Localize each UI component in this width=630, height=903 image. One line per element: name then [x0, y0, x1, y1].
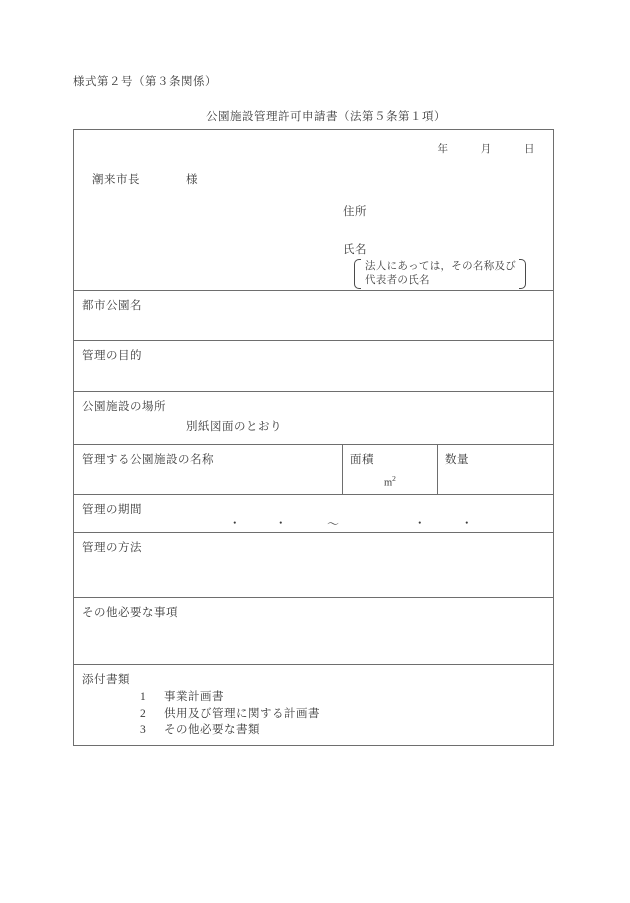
form-code: 様式第２号（第３条関係） — [73, 76, 217, 88]
label-attachments: 添付書類 — [82, 674, 130, 686]
addressee-recipient: 潮来市長 — [92, 174, 140, 186]
period-mark-2: ・ — [275, 518, 287, 530]
application-form-table — [73, 129, 554, 746]
applicant-address-label: 住所 — [343, 206, 367, 218]
period-mark-3: ・ — [414, 518, 426, 530]
addressee — [92, 171, 198, 187]
addressee-honorific: 様 — [186, 174, 198, 186]
date-line — [438, 141, 536, 156]
label-purpose: 管理の目的 — [82, 350, 142, 362]
row-period — [74, 495, 553, 533]
attachment-text: 供用及び管理に関する計画書 — [164, 707, 320, 720]
applicant-block — [343, 203, 526, 289]
label-period: 管理の期間 — [82, 504, 142, 516]
row-facility — [74, 445, 553, 495]
attachment-list — [140, 689, 320, 739]
date-month: 月 — [480, 144, 492, 155]
label-park-name: 都市公園名 — [82, 300, 142, 312]
column-divider-1 — [342, 445, 343, 494]
label-location: 公園施設の場所 — [82, 401, 166, 413]
label-method: 管理の方法 — [82, 542, 142, 554]
period-marks — [74, 515, 553, 531]
date-day: 日 — [524, 144, 535, 155]
list-item — [140, 722, 320, 739]
attachment-text: 事業計画書 — [164, 691, 224, 703]
label-area: 面積 — [350, 454, 374, 466]
period-range-tilde: 〜 — [327, 517, 340, 531]
attachment-text: その他必要な書類 — [164, 724, 260, 737]
corporate-note-line-2: 代表者の氏名 — [365, 275, 430, 287]
label-quantity: 数量 — [445, 454, 469, 466]
row-location — [74, 392, 553, 445]
row-purpose — [74, 341, 553, 392]
location-note: 別紙図面のとおり — [186, 421, 282, 433]
corporate-note-line-1: 法人にあっては，その名称及び — [365, 261, 517, 272]
area-unit — [384, 474, 396, 489]
attachment-number: 3 — [140, 724, 147, 737]
row-attachments — [74, 665, 553, 745]
row-park-name — [74, 291, 553, 341]
period-mark-1: ・ — [229, 518, 241, 530]
date-year: 年 — [437, 144, 449, 155]
row-other-matters — [74, 598, 553, 665]
list-item — [140, 689, 320, 706]
area-unit-base: m — [384, 477, 393, 489]
document-title: 公園施設管理許可申請書（法第５条第１項） — [206, 111, 446, 123]
row-method — [74, 533, 553, 598]
applicant-name-label: 氏名 — [343, 244, 367, 256]
attachment-number: 1 — [140, 691, 147, 703]
label-other-matters: その他必要な事項 — [82, 607, 178, 619]
area-unit-exponent: 2 — [392, 474, 396, 483]
column-divider-2 — [437, 445, 438, 494]
corporate-note — [354, 259, 526, 289]
label-facility-name: 管理する公園施設の名称 — [82, 454, 214, 466]
list-item — [140, 706, 320, 723]
form-header-row — [74, 130, 553, 291]
attachment-number: 2 — [140, 707, 147, 720]
period-mark-4: ・ — [461, 518, 473, 530]
